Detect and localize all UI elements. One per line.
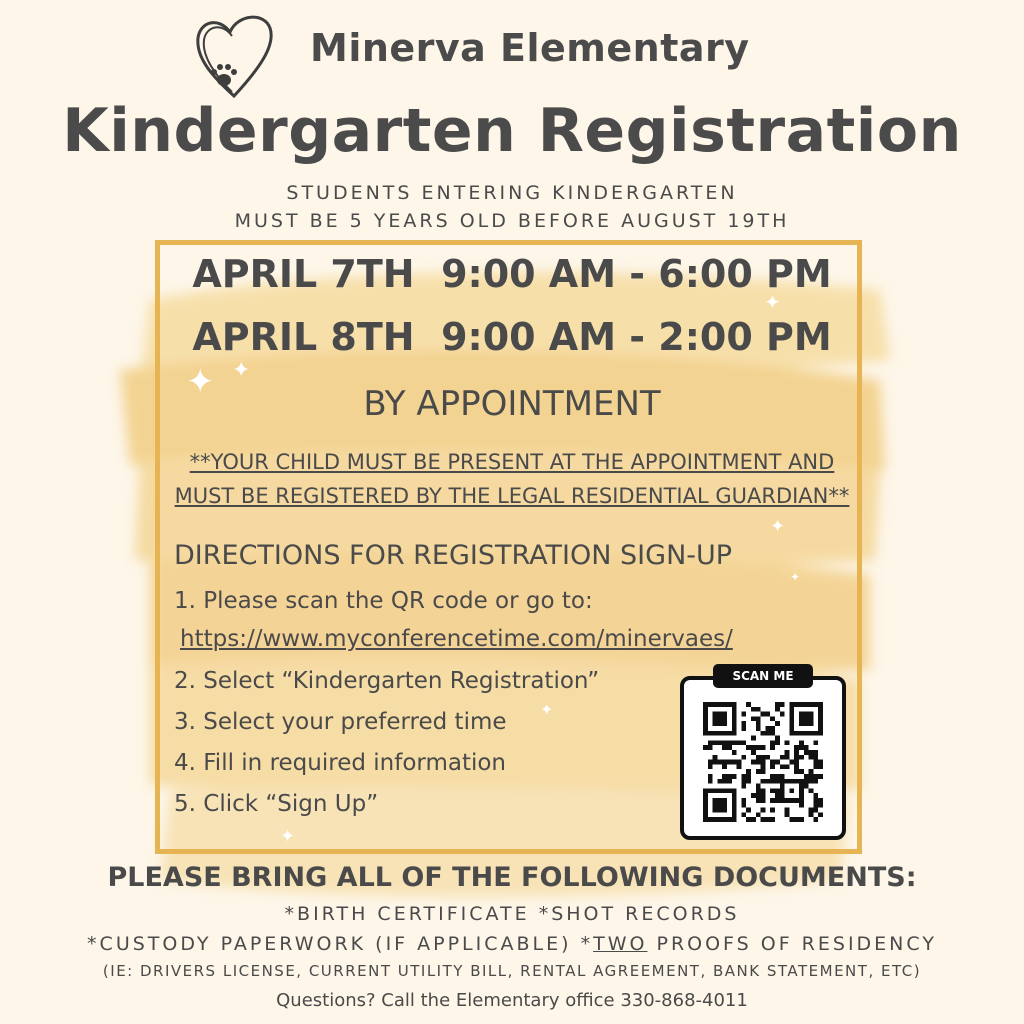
direction-step-4: 4. Fill in required information <box>174 750 506 776</box>
sparkle-icon: ✦ <box>770 516 786 537</box>
date-day: APRIL 8TH <box>192 315 415 359</box>
date-day: APRIL 7TH <box>192 252 415 296</box>
warning-line-2: MUST BE REGISTERED BY THE LEGAL RESIDENTIAL GUARDIAN** <box>174 484 850 508</box>
documents-line-2c: PROOFS OF RESIDENCY <box>647 933 937 955</box>
date-time: 9:00 AM - 6:00 PM <box>441 252 832 296</box>
documents-line-2b: TWO <box>593 933 648 955</box>
page-title: Kindergarten Registration <box>62 96 962 166</box>
scan-me-label: SCAN ME <box>713 664 813 688</box>
sparkle-icon: ✦ <box>232 358 251 383</box>
school-name: Minerva Elementary <box>310 26 750 70</box>
sparkle-icon: ✦ <box>540 700 554 719</box>
warning-line-1: **YOUR CHILD MUST BE PRESENT AT THE APPOINTMENT AND <box>189 450 835 474</box>
qr-code-icon[interactable] <box>703 702 823 822</box>
direction-step-3: 3. Select your preferred time <box>174 709 507 735</box>
direction-step-5: 5. Click “Sign Up” <box>174 791 379 817</box>
sparkle-icon: ✦ <box>186 362 215 402</box>
registration-link[interactable]: https://www.myconferencetime.com/minervaes/ <box>180 626 733 652</box>
sparkle-icon: ✦ <box>280 826 296 847</box>
direction-step-2: 2. Select “Kindergarten Registration” <box>174 668 600 694</box>
documents-line-1: *BIRTH CERTIFICATE *SHOT RECORDS <box>284 903 740 925</box>
sparkle-icon: ✦ <box>764 290 781 314</box>
date-row-1 <box>0 252 1024 296</box>
documents-heading: PLEASE BRING ALL OF THE FOLLOWING DOCUMENTS: <box>107 862 917 893</box>
sparkle-icon: ✦ <box>790 570 801 584</box>
subtitle-line-2: MUST BE 5 YEARS OLD BEFORE AUGUST 19TH <box>234 210 790 232</box>
contact-line: Questions? Call the Elementary office 330-868-4011 <box>276 990 748 1011</box>
direction-step-1: 1. Please scan the QR code or go to: <box>174 588 593 614</box>
documents-examples: (IE: DRIVERS LICENSE, CURRENT UTILITY BILL, RENTAL AGREEMENT, BANK STATEMENT, ETC) <box>102 962 922 980</box>
directions-heading: DIRECTIONS FOR REGISTRATION SIGN-UP <box>174 540 733 571</box>
documents-line-2 <box>0 933 1024 955</box>
heart-paw-icon <box>192 8 276 100</box>
date-row-2 <box>0 315 1024 359</box>
date-time: 9:00 AM - 2:00 PM <box>441 315 832 359</box>
subtitle-line-1: STUDENTS ENTERING KINDERGARTEN <box>286 182 738 204</box>
documents-line-2a: *CUSTODY PAPERWORK (IF APPLICABLE) * <box>87 933 594 955</box>
appointment-note: BY APPOINTMENT <box>363 384 661 424</box>
